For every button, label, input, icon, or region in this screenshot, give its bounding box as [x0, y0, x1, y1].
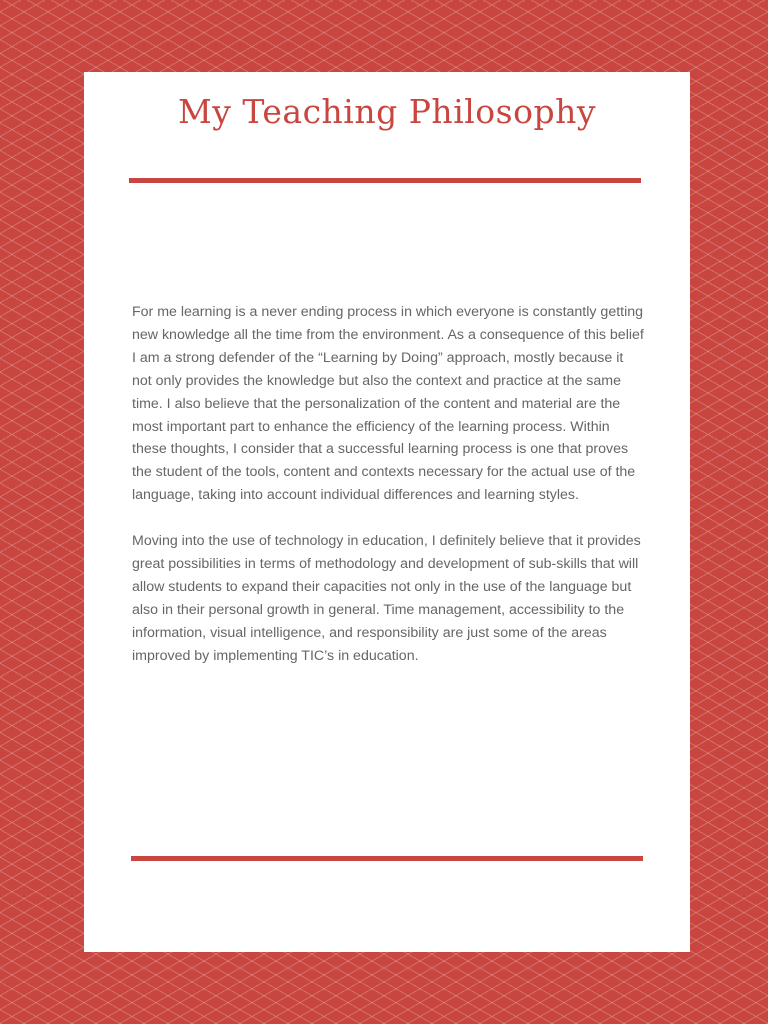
bottom-divider: [131, 856, 643, 861]
document-page: [84, 72, 690, 952]
page-title: My Teaching Philosophy: [178, 92, 596, 131]
paragraph-1: For me learning is a never ending process in which everyone is constantly getting new knowledge all the time from the environment. As a consequence of this belief I am a strong defender of the “Learning by Doing” approach, mostly because it not only provides the knowledge but also the context and practice at the same time. I also believe that the personalization of the content and material are the most important part to enhance the efficiency of the learning process. Within these thoughts, I consider that a successful learning process is one that proves the student of the tools, content and contexts necessary for the actual use of the language, taking into account individual differences and learning styles.: [132, 304, 644, 504]
paragraph-2: Moving into the use of technology in education, I definitely believe that it provides great possibilities in terms of methodology and development of sub-skills that will allow students to expand their capacities not only in the use of the language but also in their personal growth in general. Time management, accessibility to the information, visual intelligence, and responsibility are just some of the areas improved by implementing TIC’s in education.: [132, 533, 641, 664]
top-divider: [129, 178, 641, 183]
body-text: [132, 301, 644, 691]
